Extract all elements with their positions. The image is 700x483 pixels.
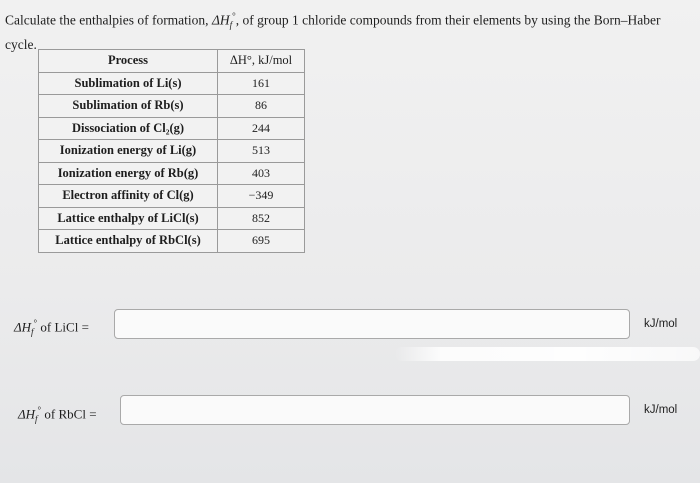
process-cell: Lattice enthalpy of RbCl(s) — [39, 230, 218, 253]
table-row — [39, 230, 305, 253]
table-row — [39, 185, 305, 208]
value-cell: 244 — [218, 117, 305, 140]
process-cell: Sublimation of Li(s) — [39, 72, 218, 95]
licl-answer-input[interactable] — [114, 309, 630, 339]
rbcl-answer-label — [18, 405, 97, 424]
table-row — [39, 162, 305, 185]
process-cell: Electron affinity of Cl(g) — [39, 185, 218, 208]
screen-glare — [395, 347, 700, 361]
table-row — [39, 117, 305, 140]
header-process: Process — [39, 50, 218, 73]
process-cell: Lattice enthalpy of LiCl(s) — [39, 207, 218, 230]
rbcl-sup: ° — [37, 405, 42, 415]
licl-sup: ° — [33, 318, 38, 328]
process-cell: Ionization energy of Rb(g) — [39, 162, 218, 185]
value-cell: −349 — [218, 185, 305, 208]
licl-unit: kJ/mol — [644, 318, 678, 330]
process-cell: Dissociation of Cl₂(g) — [39, 117, 218, 140]
header-value: ΔH°, kJ/mol — [218, 50, 305, 73]
table-row — [39, 140, 305, 163]
rbcl-answer-input[interactable] — [120, 395, 630, 425]
rbcl-sub: f — [35, 413, 38, 424]
process-cell: Sublimation of Rb(s) — [39, 95, 218, 118]
enthalpy-table — [38, 49, 305, 253]
rbcl-label-text: of RbCl = — [41, 406, 97, 422]
licl-symbol: ΔH — [14, 319, 32, 335]
licl-sub: f — [31, 326, 34, 337]
table-row — [39, 207, 305, 230]
enthalpy-sub: f — [229, 20, 233, 31]
table-row — [39, 95, 305, 118]
enthalpy-symbol: ΔH — [211, 12, 230, 28]
table-row — [39, 72, 305, 95]
rbcl-unit: kJ/mol — [644, 404, 678, 416]
value-cell: 86 — [218, 95, 305, 118]
value-cell: 403 — [218, 162, 305, 185]
value-cell: 852 — [218, 207, 305, 230]
value-cell: 695 — [218, 230, 305, 253]
question-part2: , of group 1 chloride compounds from their elements by using the Born–Haber cycle. — [5, 12, 661, 53]
process-cell: Ionization energy of Li(g) — [39, 140, 218, 163]
question-part1: Calculate the enthalpies of formation, — [5, 12, 212, 28]
table-header-row — [39, 50, 305, 73]
value-cell: 513 — [218, 140, 305, 163]
value-cell: 161 — [218, 72, 305, 95]
question-text — [5, 7, 675, 54]
rbcl-symbol: ΔH — [18, 406, 36, 422]
licl-answer-label — [14, 318, 89, 337]
enthalpy-sup: ° — [232, 11, 236, 21]
licl-label-text: of LiCl = — [37, 319, 89, 335]
